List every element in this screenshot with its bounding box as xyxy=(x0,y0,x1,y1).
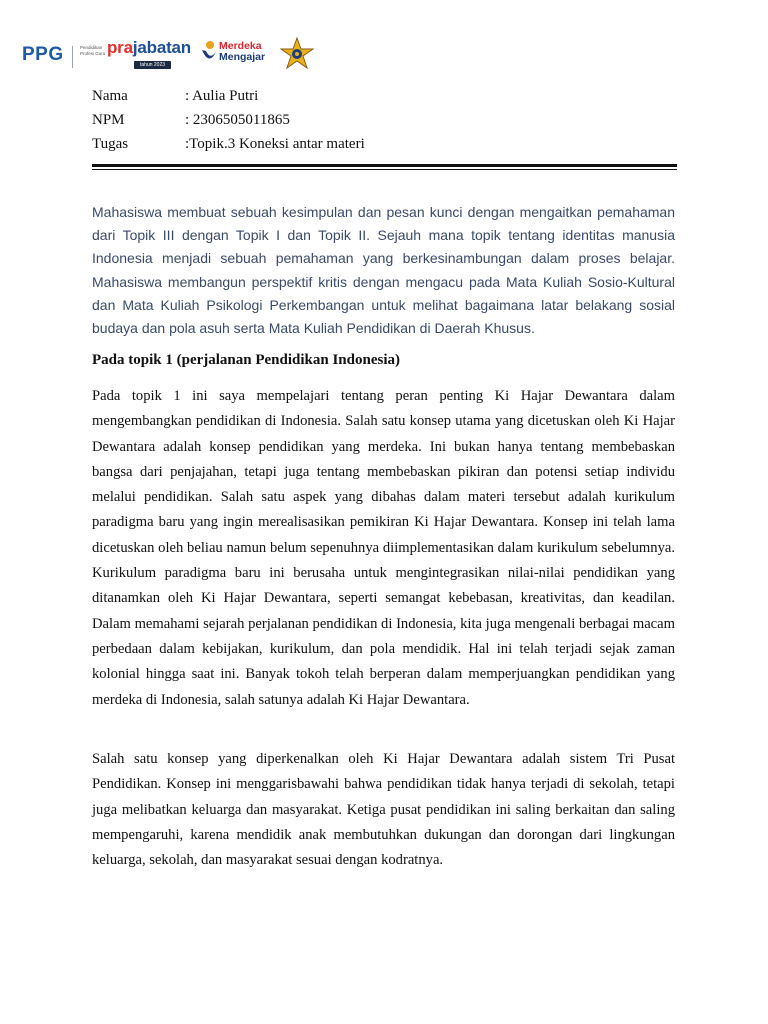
header-logos xyxy=(22,38,322,74)
ppg-subtext: Pendidikan Profesi Guru xyxy=(80,45,106,56)
merdeka-mengajar-icon xyxy=(200,40,218,71)
identity-block xyxy=(92,86,365,158)
identity-row-name xyxy=(92,86,365,110)
ppg-logo: PPG xyxy=(22,44,64,65)
identity-label: Tugas xyxy=(92,136,129,152)
header-rule-thin xyxy=(92,169,677,170)
tahun-badge: tahun 2023 xyxy=(134,61,171,69)
prajabatan-rest: jabatan xyxy=(132,38,191,57)
assignment-prompt: Mahasiswa membuat sebuah kesimpulan dan pesan kunci dengan mengaitkan pemahaman dari Topik III dengan Topik I dan Topik II. Sejauh mana topik tentang identitas manusia Indonesia menjadi sebuah pemahaman yang berkesinambungan dalam proses belajar. Mahasiswa membangun perspektif kritis dengan mengacu pada Mata Kuliah Sosio-Kultural dan Mata Kuliah Psikologi Perkembangan untuk melihat bagaimana latar belakang sosial budaya dan pola asuh serta Mata Kuliah Pendidikan di Daerah Khusus. xyxy=(92,204,675,337)
identity-value: :Topik.3 Koneksi antar materi xyxy=(185,136,365,152)
section-heading: Pada topik 1 (perjalanan Pendidikan Indonesia) xyxy=(92,352,400,368)
university-emblem-icon xyxy=(280,37,314,78)
identity-label: NPM xyxy=(92,112,125,128)
prajabatan-pre: pra xyxy=(107,38,133,57)
header-rule-thick xyxy=(92,164,677,167)
logo-divider xyxy=(72,46,73,68)
identity-row-task xyxy=(92,134,365,158)
identity-row-npm xyxy=(92,110,365,134)
body-paragraph-2: Salah satu konsep yang diperkenalkan oleh Ki Hajar Dewantara adalah sistem Tri Pusat Pendidikan. Konsep ini menggarisbawahi bahwa pendidikan tidak hanya terjadi di sekolah, tetapi juga melibatkan keluarga dan masyarakat. Ketiga pusat pendidikan ini saling berkaitan dan saling mempengaruhi, karena mendidik anak membutuhkan dukungan dan dorongan dari lingkungan keluarga, sekolah, dan masyarakat sesuai dengan kodratnya. xyxy=(92,751,675,869)
body-paragraph-1: Pada topik 1 ini saya mempelajari tentang peran penting Ki Hajar Dewantara dalam mengembangkan pendidikan di Indonesia. Salah satu konsep utama yang dicetuskan oleh Ki Hajar Dewantara adalah konsep pendidikan yang merdeka. Ini bukan hanya tentang membebaskan bangsa dari penjajahan, tetapi juga tentang membebaskan pikiran dan potensi setiap individu melalui pendidikan. Salah satu aspek yang dibahas dalam materi tersebut adalah kurikulum paradigma baru yang ingin merealisasikan pemikiran Ki Hajar Dewantara. Konsep ini telah lama dicetuskan oleh beliau namun belum sepenuhnya diimplementasikan dalam kurikulum sebelumnya. Kurikulum paradigma baru ini berusaha untuk mengintegrasikan nilai-nilai pendidikan yang ditanamkan oleh Ki Hajar Dewantara, seperti semangat kebebasan, kreativitas, dan keadilan. Dalam memahami sejarah perjalanan pendidikan di Indonesia, kita juga mengenali berbagai macam perbedaan dalam kebijakan, kurikulum, dan pola mendidik. Hal ini telah terjadi sejak zaman kolonial hingga saat ini. Banyak tokoh telah berperan dalam memperjuangkan pendidikan yang merdeka di Indonesia, salah satunya adalah Ki Hajar Dewantara. xyxy=(92,388,675,708)
identity-value: : 2306505011865 xyxy=(185,112,290,128)
identity-label: Nama xyxy=(92,88,128,104)
merdeka-line1: Merdeka xyxy=(219,40,262,52)
merdeka-mengajar-logo xyxy=(219,41,265,63)
prajabatan-logo xyxy=(107,38,191,58)
merdeka-line2: Mengajar xyxy=(219,51,266,63)
identity-value: : Aulia Putri xyxy=(185,88,259,104)
